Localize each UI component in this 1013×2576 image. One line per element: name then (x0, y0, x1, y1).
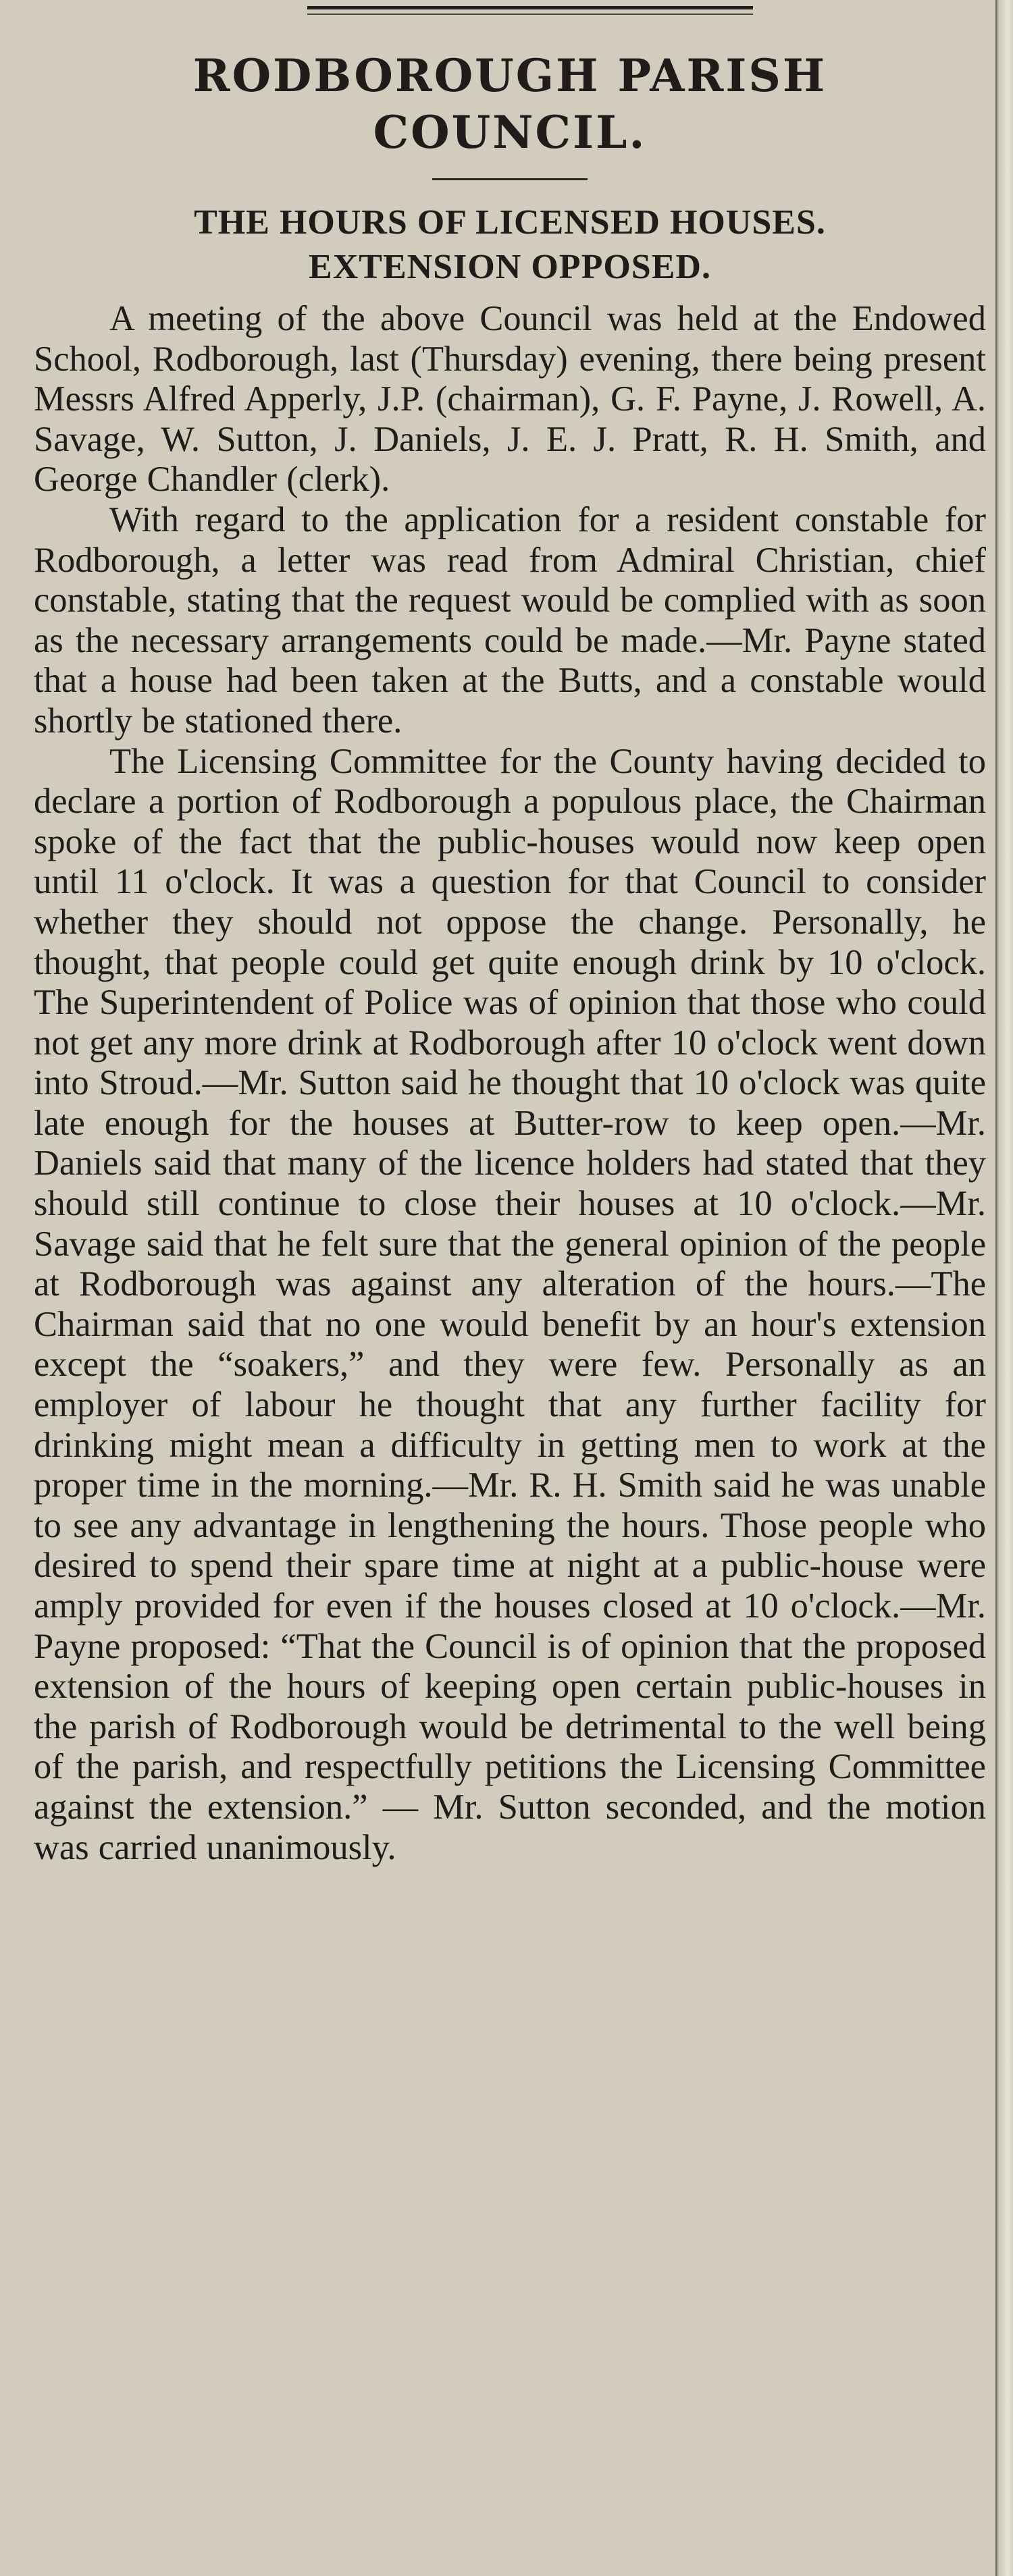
subheading-line-2: EXTENSION OPPOSED. (309, 248, 711, 286)
paragraph-resident-constable: With regard to the application for a resident constable for Rodborough, a letter was read from Admiral Christian, chief constable, stating that the request would be complied with as soon as the necessary arrangements could be made.—Mr. Payne stated that a house had been taken at the Butts, and a constable would shortly be stationed there. (34, 500, 986, 741)
subheading (34, 200, 986, 290)
headline-line-2: COUNCIL. (373, 106, 647, 159)
top-rule-thin (307, 14, 753, 15)
top-rule (307, 0, 753, 9)
paragraph-meeting-attendance: A meeting of the above Council was held at the Endowed School, Rodborough, last (Thursday) evening, there being present Messrs Alfred Apperly, J.P. (chairman), G. F. Payne, J. Rowell, A. Savage, W. Sutton, J. Daniels, J. E. J. Pratt, R. H. Smith, and George Chandler (clerk). (34, 299, 986, 500)
headline-divider (432, 178, 588, 180)
column-gutter (998, 0, 1013, 2576)
subheading-line-1: THE HOURS OF LICENSED HOUSES. (194, 203, 826, 242)
news-article (34, 41, 986, 1868)
paragraph-licensing-hours: The Licensing Committee for the County having decided to declare a portion of Rodborough a populous place, the Chairman spoke of the fact that the public-houses would now keep open until 11 o'clock. It was a question for that Council to consider whether they should not oppose the change. Personally, he thought, that people could get quite enough drink by 10 o'clock. The Superintendent of Police was of opinion that those who could not get any more drink at Rodborough after 10 o'clock went down into Stroud.—Mr. Sutton said he thought that 10 o'clock was quite late enough for the houses at Butter-row to keep open.—Mr. Daniels said that many of the licence holders had stated that they should still continue to close their houses at 10 o'clock.—Mr. Savage said that he felt sure that the general opinion of the people at Rodborough was against any alteration of the hours.—The Chairman said that no one would benefit by an hour's extension except the “soakers,” and they were few. Personally as an employer of labour he thought that any further facility for drinking might mean a difficulty in getting men to work at the proper time in the morning.—Mr. R. H. Smith said he was unable to see any advantage in lengthening the hours. Those people who desired to spend their spare time at night at a public-house were amply provided for even if the houses closed at 10 o'clock.—Mr. Payne proposed: “That the Council is of opinion that the proposed extension of the hours of keeping open certain public-houses in the parish of Rodborough would be detrimental to the well being of the parish, and respectfully petitions the Licensing Committee against the extension.” — Mr. Sutton seconded, and the motion was carried unanimously. (34, 741, 986, 1867)
headline-line-1: RODBOROUGH PARISH (192, 49, 827, 102)
headline (34, 47, 986, 161)
column-rule (995, 0, 997, 2576)
